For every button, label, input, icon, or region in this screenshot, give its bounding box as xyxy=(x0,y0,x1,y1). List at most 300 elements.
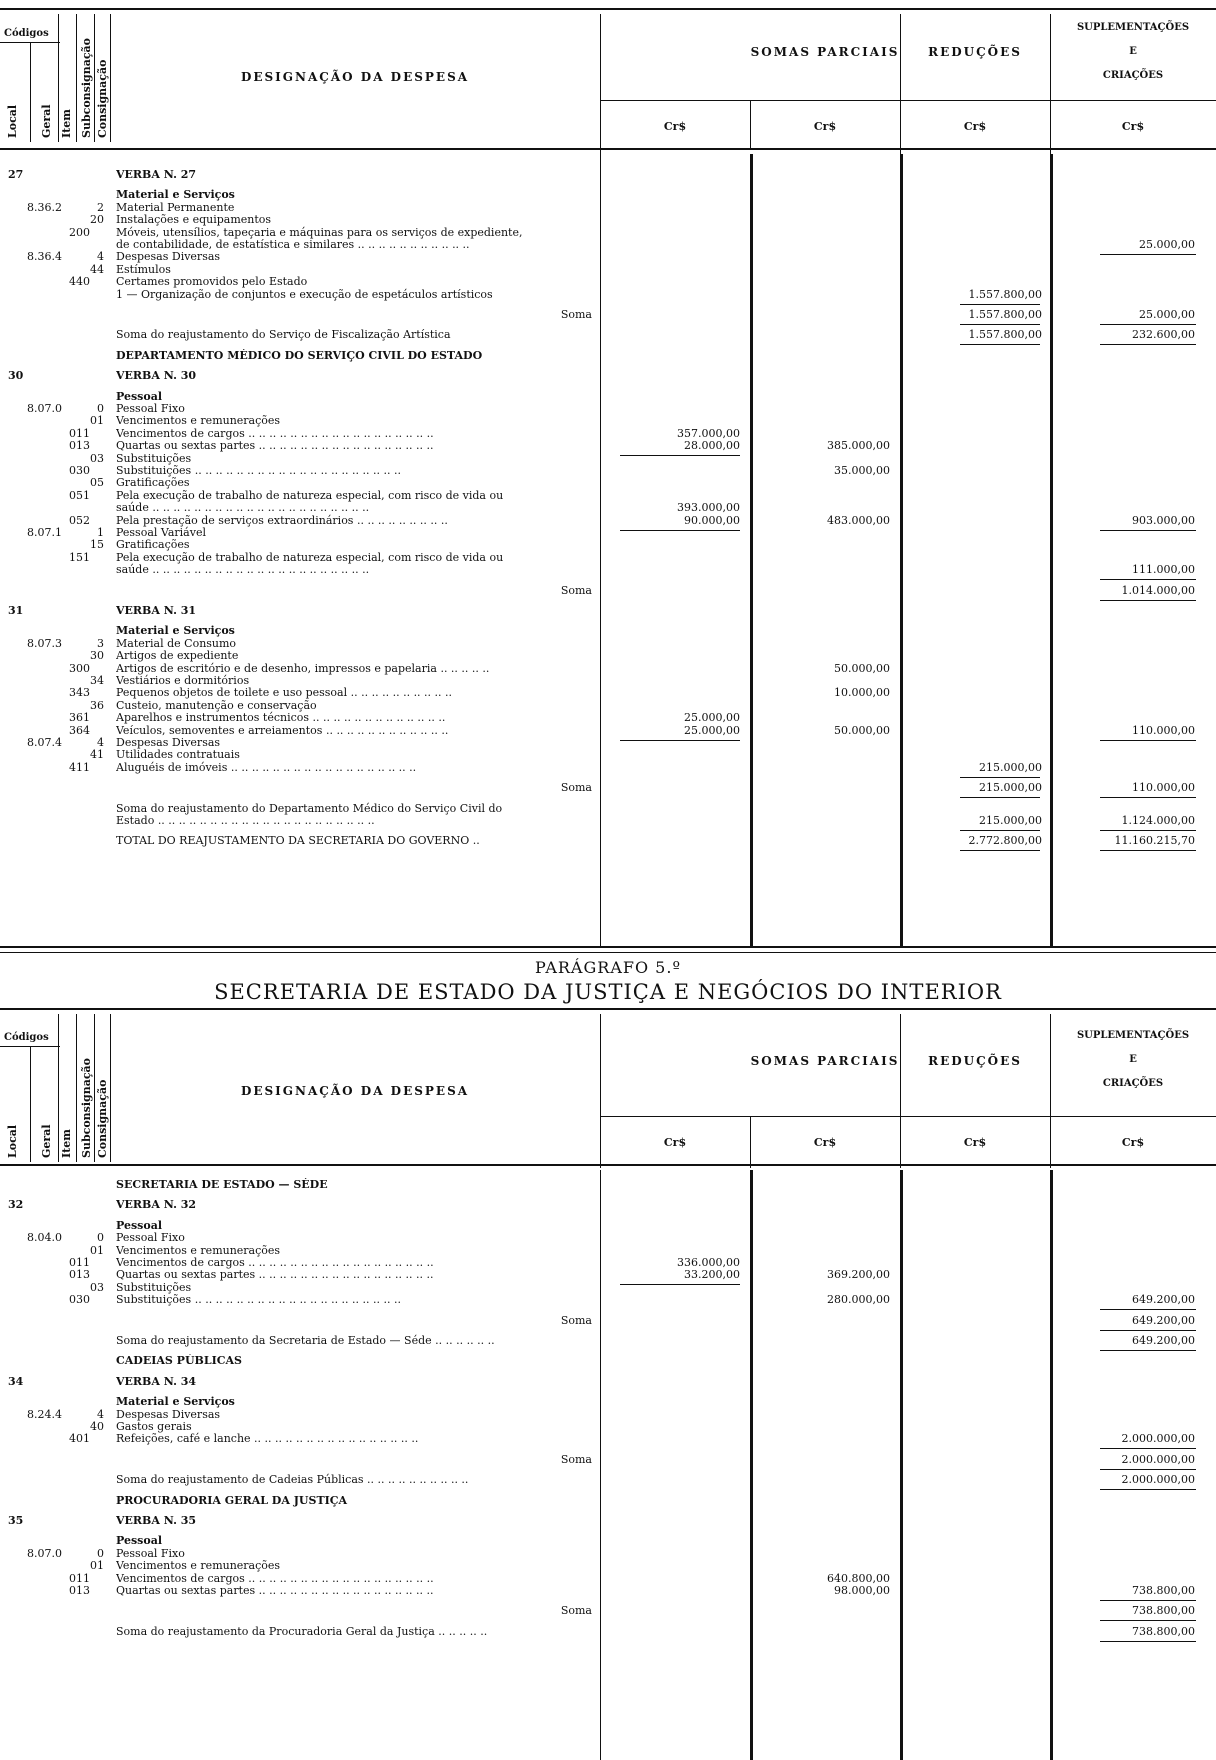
currency-p1-2: Cr$ xyxy=(663,1136,687,1149)
cell-sub: 01 xyxy=(90,1559,104,1573)
cell-des: Gratificações xyxy=(116,476,190,490)
ledger-row xyxy=(0,188,1216,201)
ledger-row xyxy=(0,686,1216,699)
sum-rule xyxy=(1100,850,1196,851)
cell-des: Quartas ou sextas partes .. .. .. .. .. .. .. .. .. .. .. .. .. .. .. .. .. xyxy=(116,1584,434,1597)
reducoes-label: REDUÇÕES xyxy=(928,45,1022,59)
cell-des: Vencimentos de cargos .. .. .. .. .. .. .. .. .. .. .. .. .. .. .. .. .. .. xyxy=(116,426,434,440)
currency-sup: Cr$ xyxy=(1121,120,1145,133)
paragrafo-title: PARÁGRAFO 5.º xyxy=(535,958,681,977)
cell-con: 343 xyxy=(69,686,90,700)
cell-des: VERBA N. 30 xyxy=(116,369,197,383)
cell-con: 051 xyxy=(69,488,90,502)
cell-des: VERBA N. 35 xyxy=(116,1514,197,1527)
cell-des: Vencimentos e remunerações xyxy=(116,1559,281,1573)
cell-con: 013 xyxy=(69,1584,90,1597)
ledger-row xyxy=(0,724,1216,737)
cell-sup: 110.000,00 xyxy=(1132,781,1195,795)
ledger-row xyxy=(0,201,1216,214)
cell-des: Material Permanente xyxy=(116,200,235,214)
cell-des: TOTAL DO REAJUSTAMENTO DA SECRETARIA DO GOVERNO .. xyxy=(116,834,480,848)
ledger-row xyxy=(0,1219,1216,1232)
cell-des: 1 — Organização de conjuntos e execução de espetáculos artísticos xyxy=(116,287,493,301)
currency-p2-2: Cr$ xyxy=(813,1136,837,1149)
ledger-row xyxy=(0,662,1216,675)
suplementacoes-e-2: E xyxy=(1129,1054,1137,1065)
ledger-row xyxy=(0,526,1216,539)
cell-des: de contabilidade, de estatística e similares .. .. .. .. .. .. .. .. .. .. .. xyxy=(116,238,470,251)
ledger-row xyxy=(0,1584,1216,1597)
cell-sup: 903.000,00 xyxy=(1132,513,1195,527)
cell-ger: 8.07.0 xyxy=(27,1546,62,1560)
ledger-row xyxy=(0,369,1216,382)
cell-sup: 11.160.215,70 xyxy=(1114,834,1195,848)
cell-con: 030 xyxy=(69,464,90,477)
cell-con: 011 xyxy=(69,1571,90,1585)
cell-item: 1 xyxy=(97,526,104,539)
cell-red: 1.557.800,00 xyxy=(968,308,1042,321)
sum-rule xyxy=(960,830,1040,831)
cell-p1: 25.000,00 xyxy=(684,723,740,737)
subconsignacao-label-2: Subconsignação xyxy=(80,1057,93,1158)
consignacao-label: Consignação xyxy=(96,59,109,138)
cell-des: Pessoal xyxy=(116,1534,163,1548)
cell-ger: 8.07.0 xyxy=(27,402,62,415)
somas-parciais-label-2: SOMAS PARCIAIS xyxy=(750,1054,900,1068)
ledger-row xyxy=(0,538,1216,551)
cell-des: Instalações e equipamentos xyxy=(116,213,272,227)
cell-des: Substituições .. .. .. .. .. .. .. .. .. .. .. .. .. .. .. .. .. .. .. .. xyxy=(116,1293,402,1307)
ledger-row xyxy=(0,761,1216,774)
cell-des: Pela execução de trabalho de natureza especial, com risco de vida ou xyxy=(116,488,504,502)
cell-con: 364 xyxy=(69,723,90,737)
cell-sub: 15 xyxy=(90,538,104,552)
cell-sup: 649.200,00 xyxy=(1132,1313,1195,1327)
ledger-row xyxy=(0,563,1216,576)
cell-des: Móveis, utensílios, tapeçaria e máquinas para os serviços de expediente, xyxy=(116,225,523,239)
ledger-row xyxy=(0,649,1216,662)
geral-label-2: Geral xyxy=(40,1124,53,1158)
cell-des: Soma do reajustamento do Departamento Médico do Serviço Civil do xyxy=(116,801,503,815)
cell-p2: 35.000,00 xyxy=(834,464,890,477)
cell-loc: 31 xyxy=(8,604,24,617)
ledger-row xyxy=(0,748,1216,761)
ledger-row xyxy=(0,1395,1216,1408)
cell-des: Pela prestação de serviços extraordinários .. .. .. .. .. .. .. .. .. xyxy=(116,513,448,527)
ledger-row xyxy=(0,514,1216,527)
ledger-row xyxy=(0,1420,1216,1433)
cell-des: Utilidades contratuais xyxy=(116,748,240,762)
cell-des: Material de Consumo xyxy=(116,636,237,650)
cell-des: Substituições xyxy=(116,451,192,465)
ledger-row xyxy=(0,1534,1216,1547)
cell-des: Quartas ou sextas partes .. .. .. .. .. .. .. .. .. .. .. .. .. .. .. .. .. xyxy=(116,1268,434,1282)
cell-sup: 2.000.000,00 xyxy=(1121,1432,1195,1446)
reducoes-label-2: REDUÇÕES xyxy=(928,1054,1022,1068)
cell-con: 440 xyxy=(69,275,90,289)
cell-sub: 20 xyxy=(90,213,104,227)
cell-p2: 280.000,00 xyxy=(827,1293,890,1307)
cell-des: Gastos gerais xyxy=(116,1420,192,1433)
cell-des: Vencimentos e remunerações xyxy=(116,414,281,428)
cell-red: 215.000,00 xyxy=(979,781,1042,795)
cell-con: 011 xyxy=(69,1256,90,1269)
cell-sup: 110.000,00 xyxy=(1132,723,1195,737)
currency-p2: Cr$ xyxy=(813,120,837,133)
item-label: Item xyxy=(60,109,73,138)
ledger-row xyxy=(0,1314,1216,1327)
cell-des: Material e Serviços xyxy=(116,188,235,202)
cell-des: Vestiários e dormitórios xyxy=(116,674,250,687)
somas-parciais-label: SOMAS PARCIAIS xyxy=(750,45,900,59)
cell-item: 3 xyxy=(97,636,104,650)
criacoes-label-2: CRIAÇÕES xyxy=(1102,1078,1164,1089)
currency-p1: Cr$ xyxy=(663,120,687,133)
cell-ger: 8.36.4 xyxy=(27,250,62,264)
cell-item: 4 xyxy=(97,1407,104,1421)
cell-p2: 98.000,00 xyxy=(834,1584,890,1597)
cell-p1: 357.000,00 xyxy=(677,426,740,440)
sum-rule xyxy=(1100,797,1196,798)
ledger-row xyxy=(0,308,1216,321)
cell-red: 2.772.800,00 xyxy=(968,834,1042,848)
ledger-row xyxy=(0,349,1216,362)
ledger-row xyxy=(0,1604,1216,1617)
cell-des: Despesas Diversas xyxy=(116,1407,221,1421)
cell-des: Aparelhos e instrumentos técnicos .. .. .. .. .. .. .. .. .. .. .. .. .. xyxy=(116,711,446,725)
cell-des: Aluguéis de imóveis .. .. .. .. .. .. .. .. .. .. .. .. .. .. .. .. .. .. xyxy=(116,760,417,774)
sum-rule xyxy=(1100,1641,1196,1642)
codigos-label: Códigos xyxy=(4,28,49,39)
designacao-label-2: DESIGNAÇÃO DA DESPESA xyxy=(240,1084,470,1098)
cell-des: Material e Serviços xyxy=(116,1395,235,1409)
sum-rule xyxy=(1100,1600,1196,1601)
cell-sub: 41 xyxy=(90,748,104,762)
cell-p2: 385.000,00 xyxy=(827,439,890,453)
ledger-row xyxy=(0,834,1216,847)
cell-ger: 8.24.4 xyxy=(27,1407,62,1421)
currency-red: Cr$ xyxy=(963,120,987,133)
sum-rule xyxy=(1100,1448,1196,1449)
cell-sub: 40 xyxy=(90,1420,104,1433)
ledger-row xyxy=(0,464,1216,477)
cell-sup: 25.000,00 xyxy=(1139,308,1195,321)
cell-p1: 33.200,00 xyxy=(684,1268,740,1282)
cell-sub: 01 xyxy=(90,414,104,428)
sum-rule xyxy=(1100,1620,1196,1621)
cell-sup: 232.600,00 xyxy=(1132,328,1195,342)
cell-p2: 10.000,00 xyxy=(834,686,890,700)
ledger-row xyxy=(0,439,1216,452)
ledger-row xyxy=(0,390,1216,403)
cell-des: PROCURADORIA GERAL DA JUSTIÇA xyxy=(116,1493,348,1507)
ledger-row xyxy=(0,263,1216,276)
ledger-row xyxy=(0,213,1216,226)
cell-des: Soma xyxy=(560,781,592,795)
ledger-row xyxy=(0,1494,1216,1507)
ledger-row xyxy=(0,1281,1216,1294)
cell-con: 013 xyxy=(69,1268,90,1282)
sum-rule xyxy=(1100,579,1196,580)
cell-p1: 90.000,00 xyxy=(684,513,740,527)
sum-rule xyxy=(960,797,1040,798)
ledger-row xyxy=(0,476,1216,489)
sum-rule xyxy=(1100,324,1196,325)
currency-sup-2: Cr$ xyxy=(1121,1136,1145,1149)
ledger-row xyxy=(0,275,1216,288)
cell-sub: 34 xyxy=(90,674,104,687)
cell-des: DEPARTAMENTO MÉDICO DO SERVIÇO CIVIL DO ESTADO xyxy=(116,348,483,362)
ledger-row xyxy=(0,584,1216,597)
suplementacoes-label: SUPLEMENTAÇÕES xyxy=(1076,22,1190,33)
cell-item: 4 xyxy=(97,736,104,749)
ledger-row xyxy=(0,624,1216,637)
sum-rule xyxy=(1100,1309,1196,1310)
cell-con: 011 xyxy=(69,426,90,440)
cell-loc: 27 xyxy=(8,168,24,181)
cell-des: Substituições .. .. .. .. .. .. .. .. .. .. .. .. .. .. .. .. .. .. .. .. xyxy=(116,464,402,477)
cell-ger: 8.07.1 xyxy=(27,526,62,539)
cell-des: VERBA N. 32 xyxy=(116,1198,197,1212)
cell-sup: 1.124.000,00 xyxy=(1121,814,1195,827)
cell-des: VERBA N. 34 xyxy=(116,1374,197,1388)
cell-des: Despesas Diversas xyxy=(116,250,221,264)
cell-ger: 8.07.4 xyxy=(27,736,62,749)
cell-des: Custeio, manutenção e conservação xyxy=(116,698,317,712)
cell-ger: 8.07.3 xyxy=(27,636,62,650)
cell-con: 200 xyxy=(69,225,90,239)
ledger-row xyxy=(0,250,1216,263)
cell-sub: 03 xyxy=(90,1280,104,1294)
cell-des: Artigos de expediente xyxy=(116,649,239,663)
cell-des: Pessoal Fixo xyxy=(116,1546,185,1560)
ledger-row xyxy=(0,1334,1216,1347)
cell-p2: 50.000,00 xyxy=(834,723,890,737)
currency-red-2: Cr$ xyxy=(963,1136,987,1149)
ledger-row xyxy=(0,402,1216,415)
cell-loc: 32 xyxy=(8,1198,24,1212)
designacao-label: DESIGNAÇÃO DA DESPESA xyxy=(240,70,470,84)
cell-des: Soma do reajustamento de Cadeias Públicas .. .. .. .. .. .. .. .. .. .. xyxy=(116,1473,469,1487)
cell-des: CADEIAS PÚBLICAS xyxy=(116,1354,242,1368)
cell-sup: 649.200,00 xyxy=(1132,1293,1195,1307)
cell-des: Pela execução de trabalho de natureza especial, com risco de vida ou xyxy=(116,550,504,564)
cell-item: 4 xyxy=(97,250,104,264)
cell-sup: 649.200,00 xyxy=(1132,1334,1195,1347)
ledger-row xyxy=(0,1453,1216,1466)
ledger-row xyxy=(0,1572,1216,1585)
suplementacoes-e: E xyxy=(1129,46,1137,57)
cell-con: 300 xyxy=(69,661,90,675)
sum-rule xyxy=(1100,1489,1196,1490)
sum-rule xyxy=(1100,1350,1196,1351)
cell-ger: 8.36.2 xyxy=(27,200,62,214)
cell-con: 361 xyxy=(69,711,90,725)
ledger-row xyxy=(0,1268,1216,1281)
cell-sub: 05 xyxy=(90,476,104,490)
cell-des: Pessoal Variável xyxy=(116,526,206,539)
ledger-row xyxy=(0,802,1216,815)
local-label: Local xyxy=(6,104,19,138)
cell-con: 401 xyxy=(69,1432,90,1446)
ledger-row xyxy=(0,711,1216,724)
cell-des: Soma xyxy=(560,1313,592,1327)
ledger-row xyxy=(0,414,1216,427)
ledger-row xyxy=(0,1547,1216,1560)
subconsignacao-label: Subconsignação xyxy=(80,37,93,138)
sum-rule xyxy=(960,777,1040,778)
cell-sup: 738.800,00 xyxy=(1132,1604,1195,1618)
sum-rule xyxy=(960,344,1040,345)
cell-des: Soma xyxy=(560,583,592,597)
cell-sub: 03 xyxy=(90,451,104,465)
sum-rule xyxy=(960,324,1040,325)
cell-p2: 483.000,00 xyxy=(827,513,890,527)
cell-red: 215.000,00 xyxy=(979,760,1042,774)
cell-p1: 25.000,00 xyxy=(684,711,740,725)
ledger-row xyxy=(0,1293,1216,1306)
cell-des: Quartas ou sextas partes .. .. .. .. .. .. .. .. .. .. .. .. .. .. .. .. .. xyxy=(116,439,434,453)
cell-p2: 50.000,00 xyxy=(834,661,890,675)
cell-sub: 30 xyxy=(90,649,104,663)
cell-des: Pessoal Fixo xyxy=(116,1231,185,1245)
ledger-row xyxy=(0,1473,1216,1486)
ledger-row xyxy=(0,1354,1216,1367)
ledger-row xyxy=(0,1559,1216,1572)
cell-ger: 8.04.0 xyxy=(27,1231,62,1245)
ledger-row xyxy=(0,427,1216,440)
ledger-row xyxy=(0,736,1216,749)
cell-des: Soma do reajustamento da Secretaria de Estado — Séde .. .. .. .. .. .. xyxy=(116,1334,495,1347)
cell-des: Despesas Diversas xyxy=(116,736,221,749)
cell-des: saúde .. .. .. .. .. .. .. .. .. .. .. .. .. .. .. .. .. .. .. .. .. xyxy=(116,501,370,515)
cell-des: Pessoal xyxy=(116,389,163,403)
cell-des: Vencimentos de cargos .. .. .. .. .. .. .. .. .. .. .. .. .. .. .. .. .. .. xyxy=(116,1256,434,1269)
codigos-label-2: Códigos xyxy=(4,1032,49,1043)
cell-des: SECRETARIA DE ESTADO — SÉDE xyxy=(116,1178,328,1191)
cell-red: 1.557.800,00 xyxy=(968,328,1042,342)
cell-item: 0 xyxy=(97,402,104,415)
cell-des: Gratificações xyxy=(116,538,190,552)
cell-loc: 30 xyxy=(8,369,24,383)
cell-des: Soma xyxy=(560,308,592,321)
cell-des: Refeições, café e lanche .. .. .. .. .. .. .. .. .. .. .. .. .. .. .. .. xyxy=(116,1432,419,1446)
cell-red: 1.557.800,00 xyxy=(968,287,1042,301)
ledger-row xyxy=(0,1408,1216,1421)
cell-sup: 25.000,00 xyxy=(1139,238,1195,251)
ledger-row xyxy=(0,452,1216,465)
ledger-row xyxy=(0,674,1216,687)
consignacao-label-2: Consignação xyxy=(96,1079,109,1158)
cell-des: Soma xyxy=(560,1604,592,1618)
ledger-row xyxy=(0,328,1216,341)
cell-p2: 369.200,00 xyxy=(827,1268,890,1282)
ledger-row xyxy=(0,168,1216,181)
cell-sub: 44 xyxy=(90,262,104,276)
cell-des: Pequenos objetos de toilete e uso pessoal .. .. .. .. .. .. .. .. .. .. xyxy=(116,686,453,700)
cell-des: Estímulos xyxy=(116,262,171,276)
ledger-row xyxy=(0,814,1216,827)
cell-des: Vencimentos de cargos .. .. .. .. .. .. .. .. .. .. .. .. .. .. .. .. .. .. xyxy=(116,1571,434,1585)
ledger-row xyxy=(0,1231,1216,1244)
ledger-row xyxy=(0,1244,1216,1257)
ledger-row xyxy=(0,226,1216,239)
ledger-row xyxy=(0,604,1216,617)
geral-label: Geral xyxy=(40,104,53,138)
cell-item: 0 xyxy=(97,1231,104,1245)
cell-sup: 1.014.000,00 xyxy=(1121,583,1195,597)
cell-item: 0 xyxy=(97,1546,104,1560)
cell-des: Certames promovidos pelo Estado xyxy=(116,275,308,289)
ledger-row xyxy=(0,781,1216,794)
ledger-row xyxy=(0,1198,1216,1211)
cell-loc: 35 xyxy=(8,1514,24,1527)
cell-des: Soma do reajustamento da Procuradoria Geral da Justiça .. .. .. .. .. xyxy=(116,1624,488,1638)
criacoes-label: CRIAÇÕES xyxy=(1102,70,1164,81)
cell-des: Estado .. .. .. .. .. .. .. .. .. .. .. .. .. .. .. .. .. .. .. .. .. xyxy=(116,814,375,827)
ledger-row xyxy=(0,238,1216,251)
item-label-2: Item xyxy=(60,1129,73,1158)
sum-rule xyxy=(960,850,1040,851)
cell-con: 013 xyxy=(69,439,90,453)
ledger-row xyxy=(0,699,1216,712)
cell-des: Veículos, semoventes e arreiamentos .. .. .. .. .. .. .. .. .. .. .. .. xyxy=(116,723,449,737)
cell-loc: 34 xyxy=(8,1374,24,1388)
ledger-row xyxy=(0,1514,1216,1527)
sum-rule xyxy=(1100,830,1196,831)
cell-des: VERBA N. 27 xyxy=(116,168,197,181)
sum-rule xyxy=(1100,344,1196,345)
secretaria-title: SECRETARIA DE ESTADO DA JUSTIÇA E NEGÓCIOS DO INTERIOR xyxy=(214,980,1002,1004)
cell-p1: 336.000,00 xyxy=(677,1256,740,1269)
cell-des: Substituições xyxy=(116,1280,192,1294)
cell-sup: 2.000.000,00 xyxy=(1121,1452,1195,1466)
ledger-row xyxy=(0,551,1216,564)
ledger-row xyxy=(0,1375,1216,1388)
cell-des: Material e Serviços xyxy=(116,624,235,638)
cell-des: Soma xyxy=(560,1452,592,1466)
cell-des: Soma do reajustamento do Serviço de Fiscalização Artística xyxy=(116,328,451,342)
ledger-row xyxy=(0,1178,1216,1191)
sum-rule xyxy=(960,304,1040,305)
cell-des: Vencimentos e remunerações xyxy=(116,1243,281,1257)
cell-p2: 640.800,00 xyxy=(827,1571,890,1585)
sum-rule xyxy=(1100,1469,1196,1470)
cell-con: 411 xyxy=(69,760,90,774)
cell-con: 030 xyxy=(69,1293,90,1307)
cell-des: saúde .. .. .. .. .. .. .. .. .. .. .. .. .. .. .. .. .. .. .. .. .. xyxy=(116,563,370,577)
cell-p1: 393.000,00 xyxy=(677,501,740,515)
cell-item: 2 xyxy=(97,200,104,214)
local-label-2: Local xyxy=(6,1124,19,1158)
cell-sub: 01 xyxy=(90,1243,104,1257)
ledger-row xyxy=(0,637,1216,650)
cell-p1: 28.000,00 xyxy=(684,439,740,453)
sum-rule xyxy=(1100,1330,1196,1331)
cell-con: 052 xyxy=(69,513,90,527)
ledger-row xyxy=(0,288,1216,301)
cell-des: Artigos de escritório e de desenho, impressos e papelaria .. .. .. .. .. xyxy=(116,661,490,675)
ledger-row xyxy=(0,1432,1216,1445)
cell-sup: 738.800,00 xyxy=(1132,1584,1195,1597)
cell-sup: 111.000,00 xyxy=(1132,563,1195,577)
cell-con: 151 xyxy=(69,550,90,564)
ledger-row xyxy=(0,1625,1216,1638)
ledger-row xyxy=(0,489,1216,502)
sum-rule xyxy=(1100,600,1196,601)
cell-sup: 2.000.000,00 xyxy=(1121,1473,1195,1487)
ledger-row xyxy=(0,1256,1216,1269)
